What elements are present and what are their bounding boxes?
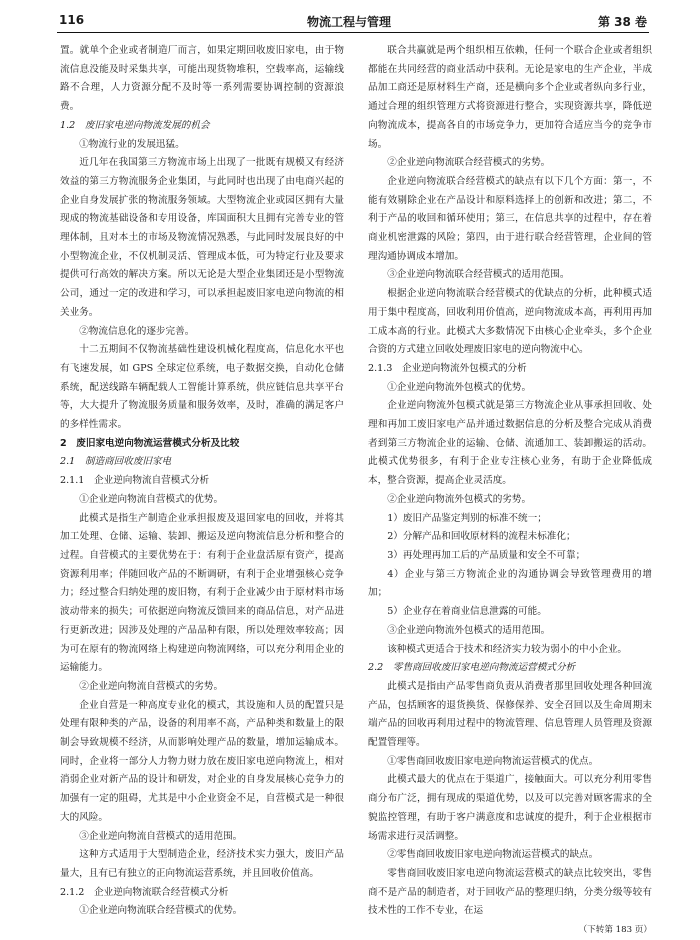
right-paragraph: 该种模式更适合于技术和经济实力较为弱小的中小企业。 xyxy=(387,643,628,655)
right-paragraph: ②企业逆向物流外包模式的劣势。 xyxy=(387,493,532,505)
left-paragraph: 置。就单个企业或者制造厂而言，如果定期回收废旧家电，由于物流信息没能及时采集共享，可能出现货物堆积，空载率高，运输线路不合理，人力资源分配不及时等一系列需要协调控制的资源浪费。 xyxy=(60,45,344,113)
right-paragraph: 企业逆向物流外包模式就是第三方物流企业从事承担回收、处理和再加工废旧家电产品并通过数据信息的分析及整合完成从消费者到第三方物流企业的运输、仓储、流通加工、装卸搬运的活动。此模式优势很多，有利于企业专注核心业务，有助于企业降低成本，整合资源，提高企业灵活度。 xyxy=(368,400,652,487)
left-paragraph: 2 废旧家电逆向物流运营模式分析及比较 xyxy=(60,437,240,449)
right-paragraph: 零售商回收废旧家电逆向物流运营模式的缺点比较突出，零售商不是产品的制造者，对于回收产品的整理归纳，分类分级等较有技术性的工作不专业，在运 xyxy=(368,867,652,917)
right-paragraph: ①企业逆向物流外包模式的优势。 xyxy=(387,381,532,393)
left-paragraph: 近几年在我国第三方物流市场上出现了一批既有规模又有经济效益的第三方物流服务企业集团，与此同时也出现了由电商兴起的企业自身发展扩张的物流服务领域。大型物流企业或园区拥有大量现成的物流基础设备和专用设备，库国面积大且拥有完善专业的管理体制，且对本土的市场及物流情况熟悉，与此同时发展良好的中小型物流企业，不仅机制灵活、管理成本低，可为特定行业及要求提供可行高效的解决方案。所以无论是大型企业集团还是小型物流公司，通过一定的改进和学习，可以承担起废旧家电逆向物流的相关业务。 xyxy=(60,157,344,318)
right-paragraph: 5）企业存在着商业信息泄露的可能。 xyxy=(387,606,547,618)
right-paragraph: 2.2 零售商回收废旧家电逆向物流运营模式分析 xyxy=(368,662,576,674)
left-paragraph: ①物流行业的发展迅猛。 xyxy=(79,138,185,150)
left-column xyxy=(60,42,344,921)
right-column xyxy=(368,42,652,940)
right-paragraph: 2.1.3 企业逆向物流外包模式的分析 xyxy=(368,362,527,374)
left-paragraph: ①企业逆向物流自营模式的优势。 xyxy=(79,493,224,505)
left-paragraph: 2.1.2 企业逆向物流联合经营模式分析 xyxy=(60,886,229,898)
left-paragraph: 这种方式适用于大型制造企业，经济技术实力强大，废旧产品量大，且有已有独立的正向物流运营系统，并且回收价值高。 xyxy=(60,849,344,879)
right-paragraph: 4）企业与第三方物流企业的沟通协调会导致管理费用的增加； xyxy=(368,568,652,599)
right-paragraph: ①零售商回收废旧家电逆向物流运营模式的优点。 xyxy=(387,755,599,767)
left-paragraph: 企业自营是一种高度专业化的模式，其设施和人员的配置只是处理有限种类的产品，设备的利用率不高，产品种类和数量上的限制会导致规模不经济，从而影响处理产品的数量，增加运输成本。同时，企业将一部分人力物力财力放在废旧家电逆向物流上，相对消弱企业对新产品的设计和研发，对企业的自身发展核心竞争力的加强有一定的阻碍，尤其是中小企业资金不足，自营模式是一种很大的风险。 xyxy=(60,699,344,823)
left-paragraph: 2.1.1 企业逆向物流自营模式分析 xyxy=(60,475,210,487)
running-header xyxy=(57,8,649,33)
right-paragraph: 此模式最大的优点在于渠道广，接触面大。可以充分利用零售商分布广泛，拥有现成的渠道优势，以及可以完善对顾客需求的全貌监控管理，有助于客户满意度和忠诚度的提升，利于企业根据市场需求进行灵活调整。 xyxy=(368,774,652,842)
right-paragraph: 3）再处理再加工后的产品质量和安全不可靠； xyxy=(387,549,586,561)
continued-note: （下转第 183 页） xyxy=(578,925,652,936)
volume-label: 第 38 卷 xyxy=(597,15,647,29)
right-paragraph: ②零售商回收废旧家电逆向物流运营模式的缺点。 xyxy=(387,849,599,861)
left-paragraph: 1.2 废旧家电逆向物流发展的机会 xyxy=(60,119,210,131)
journal-title: 物流工程与管理 xyxy=(307,15,392,29)
right-paragraph: 企业逆向物流联合经营模式的缺点有以下几个方面：第一，不能有效剔除企业在产品设计和原料选择上的创新和改进；第二，不利于产品的收回和循环使用；第三，在信息共享的过程中，存在着商业机密泄露的风险；第四，由于进行联合经营管理，企业间的管理沟通协调成本增加。 xyxy=(368,175,652,262)
right-paragraph: 联合共赢就是两个组织相互依赖，任何一个联合企业或者组织都能在共同经营的商业活动中获利。无论是家电的生产企业，半成品加工商还是原材料生产商，还是横向多个企业或者纵向多行业，通过合理的组织管理方式将资源进行整合，实现资源共享，降低逆向物流成本，提高各自的市场竞争力，更加符合适应当今的竞争市场。 xyxy=(368,45,652,150)
left-paragraph: ①企业逆向物流联合经营模式的优势。 xyxy=(79,905,243,917)
left-paragraph: ②企业逆向物流自营模式的劣势。 xyxy=(79,680,224,692)
right-paragraph: ③企业逆向物流外包模式的适用范围。 xyxy=(387,624,551,636)
left-paragraph: ②物流信息化的逐步完善。 xyxy=(79,325,195,337)
left-paragraph: 2.1 制造商回收废旧家电 xyxy=(60,456,172,468)
right-paragraph: 根据企业逆向物流联合经营模式的优缺点的分析，此种模式适用于集中程度高，回收利用价值高，逆向物流成本高，再利用再加工成本高的行业。此模式大多数情况下由核心企业牵头，多个企业合资的方式建立回收处理废旧家电的逆向物流中心。 xyxy=(368,288,652,356)
right-paragraph: ②企业逆向物流联合经营模式的劣势。 xyxy=(387,157,551,169)
left-paragraph: ③企业逆向物流自营模式的适用范围。 xyxy=(79,830,243,842)
right-paragraph: 此模式是指由产品零售商负责从消费者那里回收处理各种回流产品，包括顾客的退货换货、保修保养、安全召回以及生命周期末端产品的回收再利用过程中的物流管理、信息管理人员管理及资源配置管理等。 xyxy=(368,680,652,749)
right-paragraph: 1）废旧产品鉴定判别的标准不统一； xyxy=(387,512,547,524)
left-paragraph: 十二五期间不仅物流基础性建设机械化程度高，信息化水平也有飞速发展，如 GPS 全球定位系统，电子数据交换，自动化仓储系统，配送线路车辆配载人工智能计算系统，供应链信息共享平台等，大大提升了物流服务质量和服务效率，及时，准确的满足客户的多样性需求。 xyxy=(60,344,344,431)
left-paragraph: 此模式是指生产制造企业承担报废及退回家电的回收，并将其加工处理、仓储、运输、装卸、搬运及逆向物流信息分析和整合的过程。自营模式的主要优势在于：有利于企业盘活原有资产，提高资源利用率；伴随回收产品的不断调研，有利于企业增强核心竞争力；经过整合归纳处理的废旧物，有利于企业减少由于原材料市场波动带来的损失；可依据逆向物流反馈回来的商品信息，对产品进行更新改进；因涉及处理的产品品种有限，所以处理效率较高；因为可在原有的物流网络上构建逆向物流网络，可以充分利用企业的运输能力。 xyxy=(60,512,344,674)
right-paragraph: 2）分解产品和回收原材料的流程未标准化； xyxy=(387,531,576,543)
right-paragraph: ③企业逆向物流联合经营模式的适用范围。 xyxy=(387,269,570,281)
page-number: 116 xyxy=(59,13,85,27)
